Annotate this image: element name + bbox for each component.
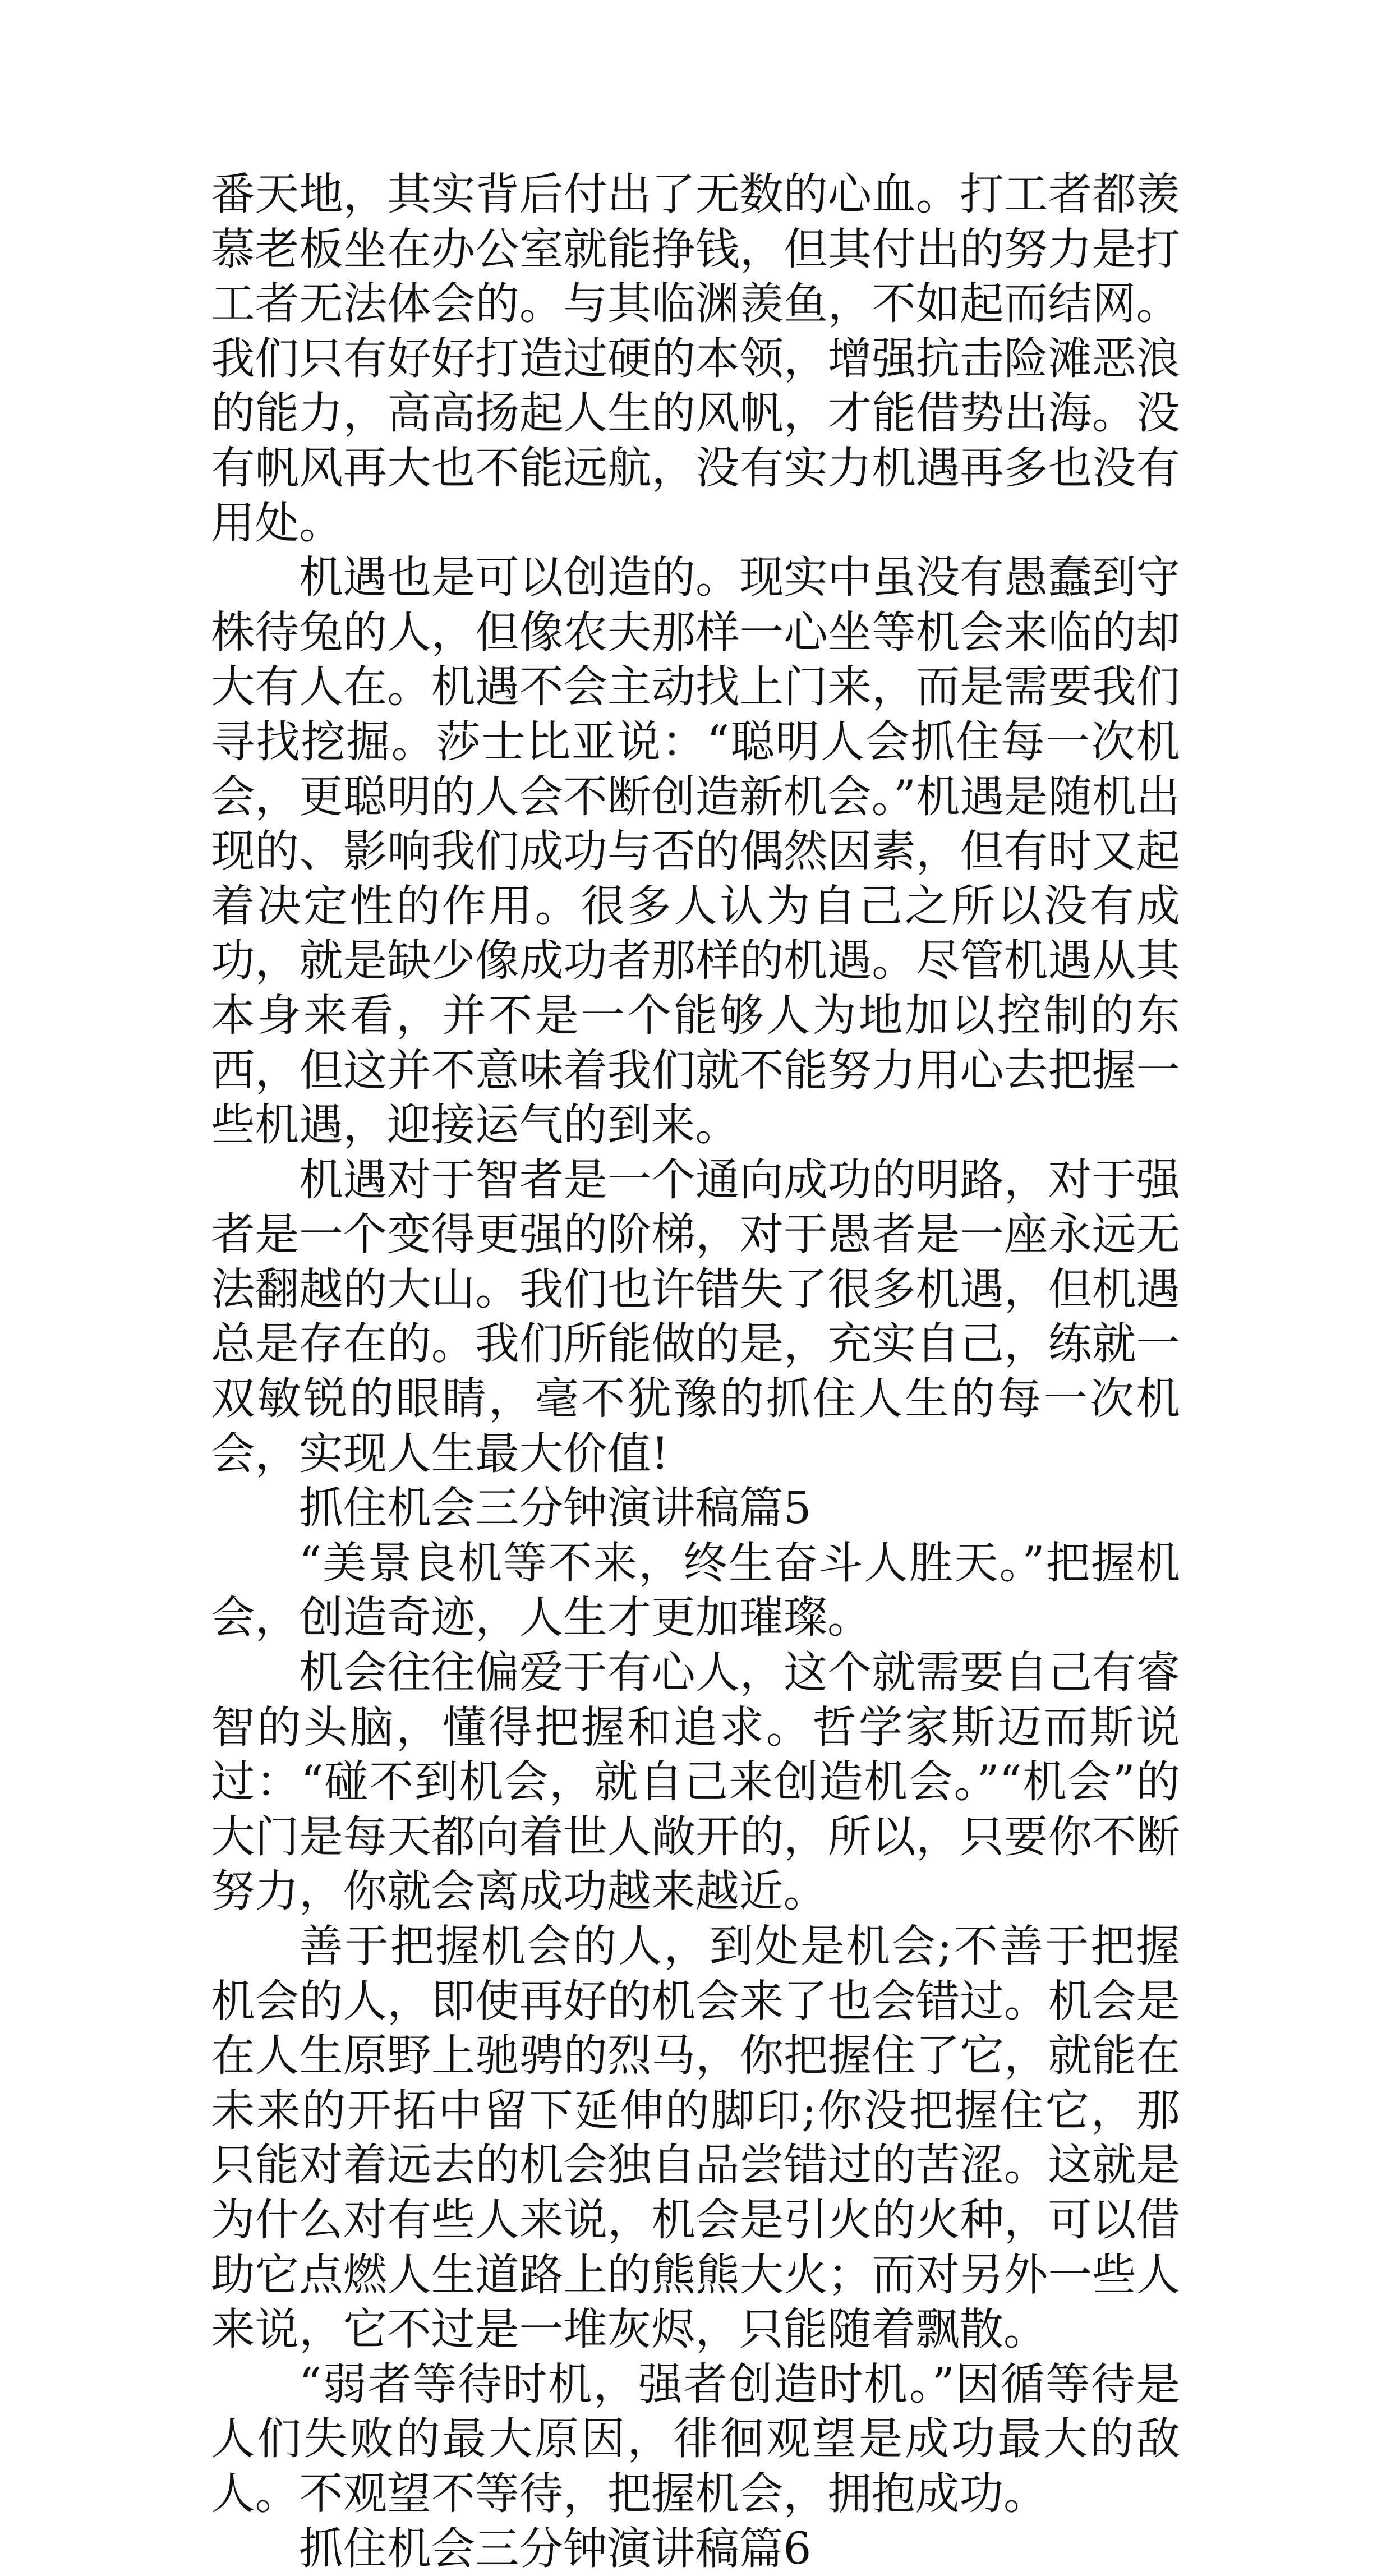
paragraph: 机遇也是可以创造的。现实中虽没有愚蠢到守株待兔的人，但像农夫那样一心坐等机会来临的却大有人在。机遇不会主动找上门来，而是需要我们寻找挖掘。莎士比亚说：“聪明人会抓住每一次机会，更聪明的人会不断创造新机会。”机遇是随机出现的、影响我们成功与否的偶然因素，但有时又起着决定性的作用。很多人认为自己之所以没有成功，就是缺少像成功者那样的机遇。尽管机遇从其本身来看，并不是一个能够人为地加以控制的东西，但这并不意味着我们就不能努力用心去把握一些机遇，迎接运气的到来。	[211, 551, 1180, 1151]
paragraph: 机遇对于智者是一个通向成功的明路，对于强者是一个变得更强的阶梯，对于愚者是一座永远无法翻越的大山。我们也许错失了很多机遇，但机遇总是存在的。我们所能做的是，充实自己，练就一双敏锐的眼睛，毫不犹豫的抓住人生的每一次机会，实现人生最大价值!	[211, 1153, 1180, 1479]
paragraph: 机会往往偏爱于有心人，这个就需要自己有睿智的头脑，懂得把握和追求。哲学家斯迈而斯说过：“碰不到机会，就自己来创造机会。”“机会”的大门是每天都向着世人敞开的，所以，只要你不断努力，你就会离成功越来越近。	[211, 1646, 1180, 1917]
paragraph: 番天地，其实背后付出了无数的心血。打工者都羡慕老板坐在办公室就能挣钱，但其付出的努力是打工者无法体会的。与其临渊羡鱼，不如起而结网。我们只有好好打造过硬的本领，增强抗击险滩恶浪的能力，高高扬起人生的风帆，才能借势出海。没有帆风再大也不能远航，没有实力机遇再多也没有用处。	[211, 168, 1180, 549]
document-page	[211, 167, 1180, 2576]
paragraph: 善于把握机会的人，到处是机会;不善于把握机会的人，即使再好的机会来了也会错过。机会是在人生原野上驰骋的烈马，你把握住了它，就能在未来的开拓中留下延伸的脚印;你没把握住它，那只能对着远去的机会独自品尝错过的苦涩。这就是为什么对有些人来说，机会是引火的火种，可以借助它点燃人生道路上的熊熊大火；而对另外一些人来说，它不过是一堆灰烬，只能随着飘散。	[211, 1920, 1180, 2356]
section-heading: 抓住机会三分钟演讲稿篇6	[299, 2522, 812, 2574]
paragraph: “美景良机等不来，终生奋斗人胜天。”把握机会，创造奇迹，人生才更加璀璨。	[211, 1537, 1180, 1644]
section-heading: 抓住机会三分钟演讲稿篇5	[299, 1482, 812, 1534]
paragraph: “弱者等待时机，强者创造时机。”因循等待是人们失败的最大原因，徘徊观望是成功最大的敌人。不观望不等待，把握机会，拥抱成功。	[211, 2358, 1180, 2519]
